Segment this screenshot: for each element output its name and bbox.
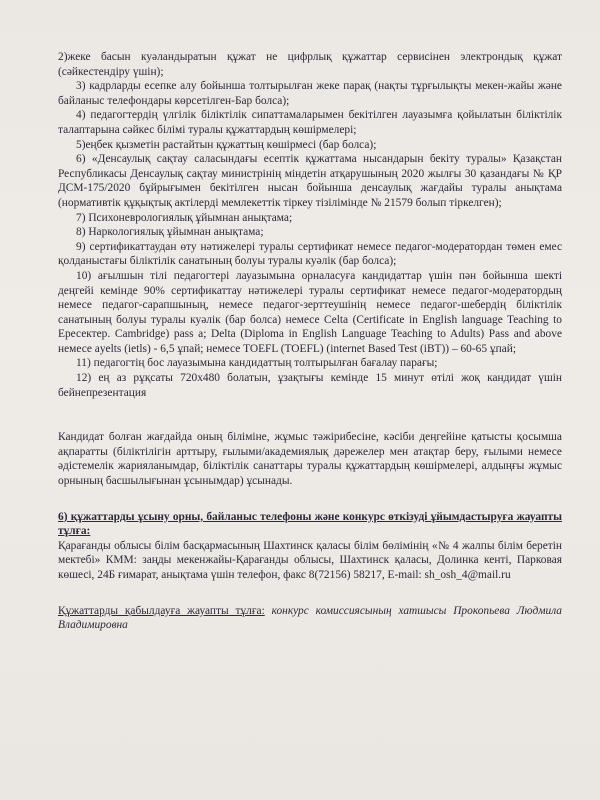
list-item: 3) кадрларды есепке алу бойынша толтырылған жеке парақ (нақты тұрғылықты мекен-жайы және байланыс телефондары көрсетілген-Бар болса); [58, 80, 562, 107]
responsible-value: конкурс комиссиясының хатшысы Прокопьева Людмила Владимировна [58, 604, 562, 632]
organization-address: Қарағанды облысы білім басқармасының Шахтинск қаласы білім бөлімінің «№ 4 жалпы білім беретін мектебі» КММ: заңды мекенжайы-Қарағанды облысы, Шахтинск қаласы, Долинка кенті, Парковая көшесі, 24Б ғимарат, анықтама үшін телефон, факс 8(72156) 58217, E-mail: sh_osh_4@mail.ru [58, 539, 562, 581]
list-item: 11) педагогтің бос лауазымына кандидаттың толтырылған бағалау парағы; [76, 357, 438, 370]
list-item: 7) Психоневрологиялық ұйымнан анықтама; [76, 211, 293, 224]
list-item: 10) ағылшын тілі педагогтері лауазымына орналасуға кандидаттар үшін пән бойынша шекті деңгейі кемінде 90% сертификаттау нәтижелері туралы сертификат немесе педагог-модератордың немесе педагог-сарапшының, немесе педагог-зерттеушінің немесе педагог-шебердің біліктілік санатының болуы туралы куәлік (бар болса) немесе Celta (Certificate in English language Teaching to Ересектер. Cambridge) pass а; Delta (Diploma in English Language Teaching to Adults) Pass and above немесе ayelts (ietls) - 6,5 ұпай; немесе TOEFL (TOEFL) (internet Based Test (iBT)) – 60-65 ұпай; [58, 269, 562, 355]
list-item: 8) Наркологиялық ұйымнан анықтама; [76, 226, 264, 239]
list-item: 5)еңбек қызметін растайтын құжаттың көшірмесі (бар болса); [76, 138, 377, 151]
list-item: 2)жеке басын куәландыратын құжат не цифрлық құжаттар сервисінен электрондық құжат (сәйкестендіру үшін); [58, 51, 562, 78]
list-item: 6) «Денсаулық сақтау саласындағы есептік құжаттама нысандарын бекіту туралы» Қазақстан Республикасы Денсаулық сақтау министрінің міндетін атқарушының 2020 жылғы 30 қазандағы № ҚР ДСМ-175/2020 бұйрығымен бекітілген нысан бойынша денсаулық жағдайы туралы анықтама (нормативтік құқықтық актілерді мемлекеттік тіркеу тізілімінде № 21579 болып тіркелген); [58, 153, 562, 209]
additional-info-paragraph: Кандидат болған жағдайда оның біліміне, жұмыс тәжірибесіне, кәсіби деңгейіне қатысты қосымша ақпаратты (біліктілігін арттыру, ғылыми/академиялық дәрежелер мен атақтар беру, ғылыми немесе әдістемелік жарияланымдар, біліктілік санаттары туралы құжаттардың көшірмелері, алдыңғы жұмыс орнының басшылығынан ұсынымдар) ұсынады. [58, 431, 562, 488]
list-item: 9) сертификаттаудан өту нәтижелері туралы сертификат немесе педагог-модератордан төмен емес қолданыстағы біліктілік санатының болуы туралы куәлік (бар болса); [58, 240, 562, 268]
responsible-label: Құжаттарды қабылдауға жауапты тұлға: [58, 604, 265, 617]
list-item: 4) педагогтердің үлгілік біліктілік сипаттамаларымен бекітілген лауазымға қойылатын біліктілік талаптарына сәйкес білімі туралы құжаттардың көшірмелері; [58, 109, 562, 136]
list-item: 12) ең аз рұқсаты 720х480 болатын, ұзақтығы кемінде 15 минут өтілі жоқ кандидат үшін бейнепрезентация [58, 372, 562, 399]
section-title-text: 6) құжаттарды ұсыну орны, байланыс телефоны және конкурс өткізуді ұйымдастыруға жауапты тұлға: [58, 510, 562, 538]
section-title [58, 510, 562, 539]
requirements-list [58, 50, 562, 400]
responsible-person [58, 604, 562, 633]
